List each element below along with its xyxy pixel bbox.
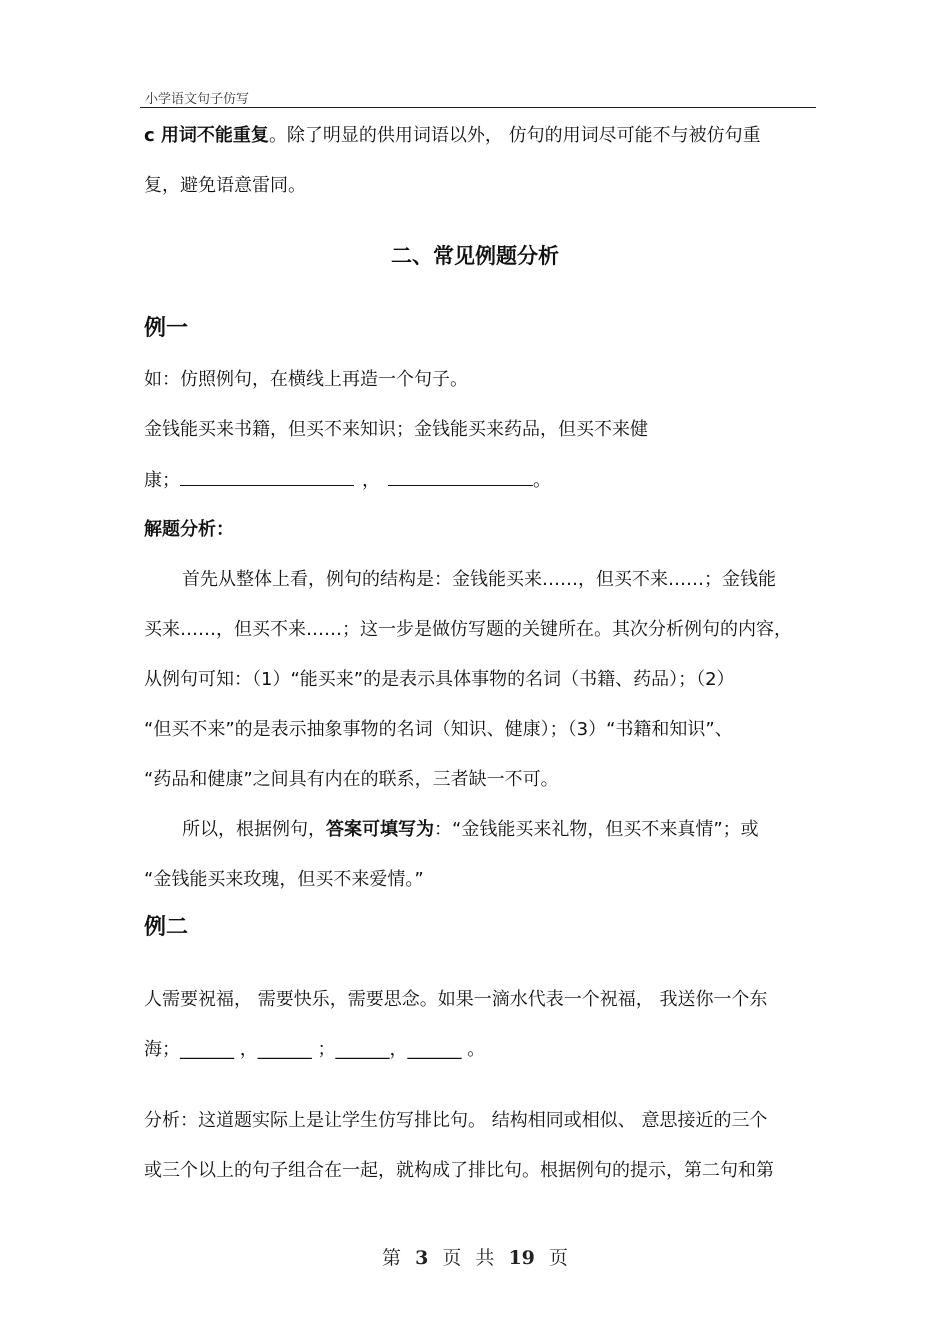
answer-bold: 答案可填写为 xyxy=(326,819,434,840)
example-1-sentence-line-1: 金钱能买来书籍，但买不来知识；金钱能买来药品，但买不来健 xyxy=(144,419,648,440)
analysis-line-3: 从例句可知：（1）“能买来”的是表示具体事物的名词（书籍、药品）；（2） xyxy=(144,669,735,690)
total-page-number: 19 xyxy=(508,1247,535,1269)
analysis-line-1: 首先从整体上看，例句的结构是：金钱能买来……，但买不来……；金钱能 xyxy=(182,569,776,590)
answer-line-2: “金钱能买来玫瑰，但买不来爱情。” xyxy=(144,869,424,890)
page-footer xyxy=(0,1243,950,1270)
current-page-number: 3 xyxy=(415,1247,429,1269)
example-2-title: 例二 xyxy=(144,915,189,940)
sentence-start: 康； xyxy=(144,470,180,491)
example-2-line-1: 人需要祝福， 需要快乐，需要思念。如果一滴水代表一个祝福， 我送你一个东 xyxy=(144,989,768,1010)
answer-line-1 xyxy=(182,817,759,843)
answer-post: ：“金钱能买来礼物，但买不来真情”；或 xyxy=(434,819,759,840)
analysis-line-5: “药品和健康”之间具有内在的联系，三者缺一不可。 xyxy=(144,769,559,790)
rule-c-line-1 xyxy=(144,123,761,149)
example-2-analysis-line-2: 或三个以上的句子组合在一起，就构成了排比句。根据例句的提示，第二句和第 xyxy=(144,1160,774,1181)
sentence-end: 。 xyxy=(533,470,551,491)
rule-c-text: 。除了明显的供用词语以外， 仿句的用词尽可能不与被仿句重 xyxy=(268,125,761,146)
fill-blank-1[interactable] xyxy=(180,467,354,486)
analysis-line-4: “但买不来”的是表示抽象事物的名词（知识、健康）；（3）“书籍和知识”、 xyxy=(144,719,733,740)
example-2-analysis-line-1: 分析：这道题实际上是让学生仿写排比句。 结构相同或相似、 意思接近的三个 xyxy=(144,1110,768,1131)
footer-suffix: 页 xyxy=(548,1247,568,1269)
example-1-sentence-line-2 xyxy=(144,467,551,494)
example-1-prompt: 如：仿照例句，在横线上再造一个句子。 xyxy=(144,369,468,390)
answer-pre: 所以，根据例句， xyxy=(182,819,326,840)
example-1-title: 例一 xyxy=(144,316,189,341)
footer-mid: 页 共 xyxy=(442,1247,495,1269)
running-header: 小学语文句子仿写 xyxy=(145,92,250,107)
header-divider xyxy=(140,107,816,108)
section-title: 二、常见例题分析 xyxy=(391,244,559,268)
analysis-heading: 解题分析： xyxy=(144,519,234,540)
rule-c-line-2: 复，避免语意雷同。 xyxy=(144,175,306,196)
footer-prefix: 第 xyxy=(382,1247,402,1269)
sentence-comma: ， xyxy=(362,470,380,491)
analysis-line-2: 买来……，但买不来……；这一步是做仿写题的关键所在。其次分析例句的内容， xyxy=(144,619,792,640)
fill-blank-2[interactable] xyxy=(388,467,533,486)
example-2-line-2: 海；______ ，______ ；______，______ 。 xyxy=(144,1039,486,1060)
rule-c-lead: c 用词不能重复 xyxy=(144,125,269,146)
